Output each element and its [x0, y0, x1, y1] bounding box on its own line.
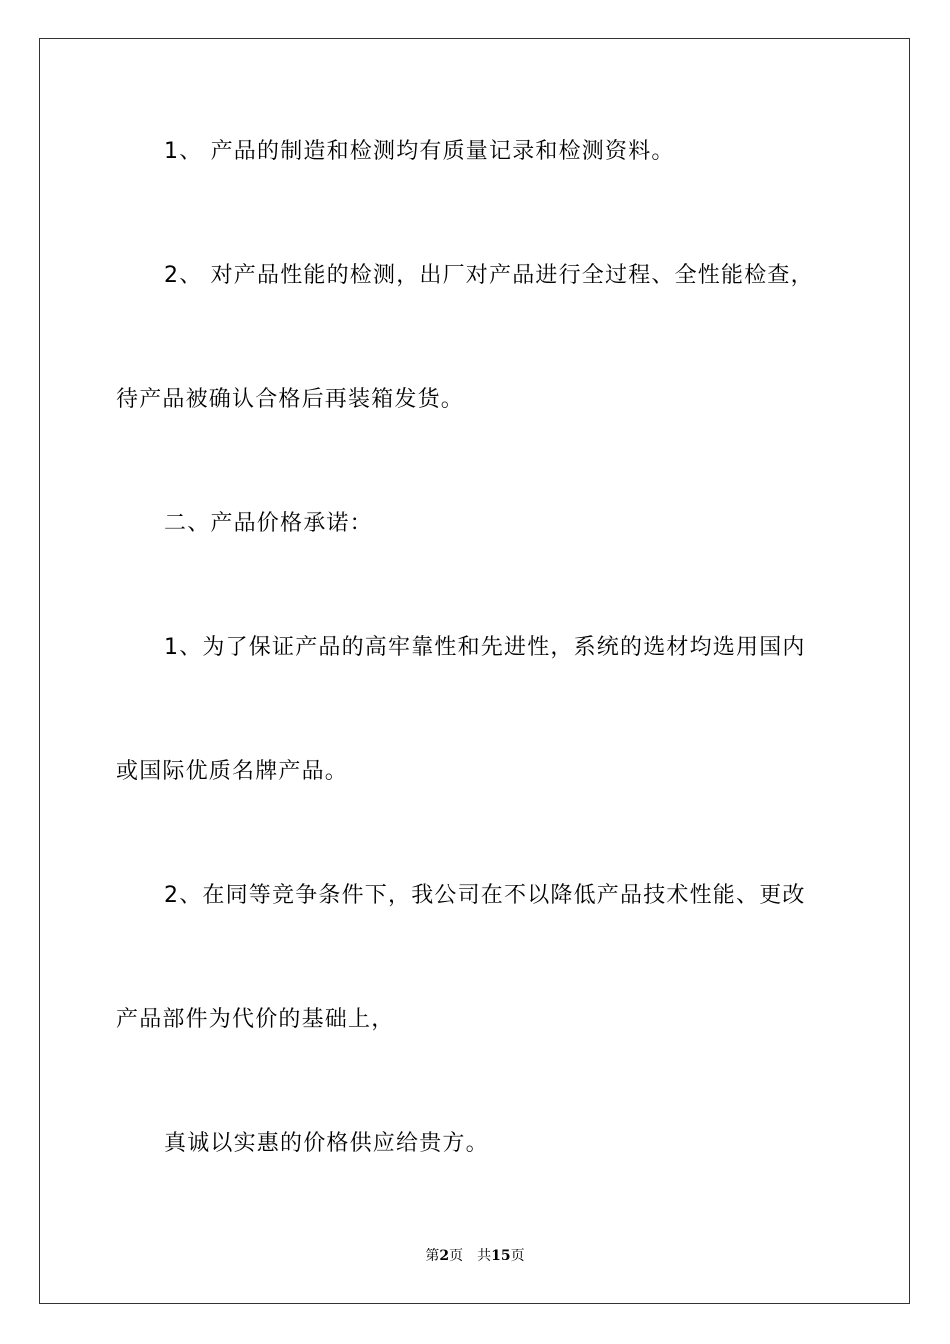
paragraph-3-continued: 或国际优质名牌产品。 [116, 759, 349, 784]
footer-page-suffix: 页 [449, 1248, 464, 1264]
section-heading-price-commitment: 二、产品价格承诺： [164, 511, 373, 536]
footer-total-pages: 15 [491, 1248, 511, 1264]
paragraph-4-continued: 产品部件为代价的基础上， [116, 1007, 395, 1032]
paragraph-3: 1、为了保证产品的高牢靠性和先进性，系统的选材均选用国内 [164, 635, 806, 660]
paragraph-2: 2、 对产品性能的检测，出厂对产品进行全过程、全性能检查， [164, 263, 814, 288]
paragraph-5: 真诚以实惠的价格供应给贵方。 [164, 1131, 489, 1156]
footer-page-prefix: 第 [425, 1248, 440, 1264]
page-footer [0, 1246, 950, 1266]
paragraph-2-continued: 待产品被确认合格后再装箱发货。 [116, 387, 465, 412]
footer-page-number: 2 [439, 1248, 450, 1264]
paragraph-4: 2、在同等竞争条件下，我公司在不以降低产品技术性能、更改 [164, 883, 806, 908]
footer-total-prefix: 共 [477, 1248, 492, 1264]
footer-total-suffix: 页 [510, 1248, 525, 1264]
paragraph-1: 1、 产品的制造和检测均有质量记录和检测资料。 [164, 139, 675, 164]
page-border [39, 38, 910, 1304]
